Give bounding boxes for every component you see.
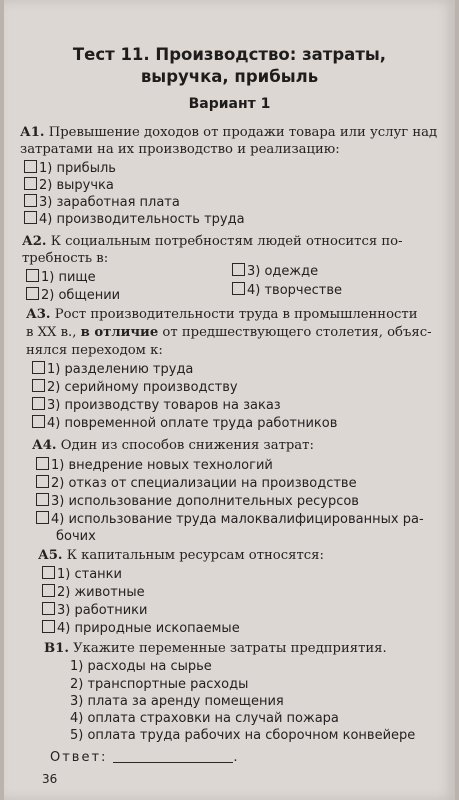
checkbox[interactable]: [32, 397, 45, 410]
answer-label: Ответ:: [50, 750, 108, 765]
a4-option-1[interactable]: [36, 457, 273, 474]
b1-option-1: 1) расходы на сырье: [70, 659, 212, 674]
option-label: 2) животные: [57, 585, 145, 600]
checkbox[interactable]: [26, 269, 39, 282]
a1-option-4[interactable]: [24, 211, 245, 228]
option-label: 2) отказ от специализации на производстве: [51, 476, 357, 491]
question-b1-text-1: Укажите переменные затраты предприятия.: [68, 641, 387, 656]
question-a5-text-1: К капитальным ресурсам относятся:: [62, 548, 324, 563]
option-label: 1) пище: [41, 270, 96, 285]
a1-option-1[interactable]: [24, 160, 116, 177]
answer-blank-line[interactable]: [113, 762, 233, 763]
page-number: 36: [42, 772, 58, 786]
question-a2-text-1: К социальным потребностям людей относится по-: [46, 234, 403, 249]
option-label: 3) производству товаров на заказ: [47, 398, 281, 413]
checkbox[interactable]: [36, 511, 49, 524]
question-a5-line-1: [38, 547, 324, 564]
a5-option-2[interactable]: [42, 584, 145, 601]
option-label: 3) одежде: [247, 264, 319, 279]
a2-option-1[interactable]: [26, 269, 96, 286]
option-label: 1) внедрение новых технологий: [51, 458, 273, 473]
question-a2-number: А2.: [22, 234, 47, 249]
a5-option-1[interactable]: [42, 566, 122, 583]
option-label: 4) творчестве: [247, 283, 342, 298]
option-label: 2) общении: [41, 288, 121, 303]
checkbox[interactable]: [36, 457, 49, 470]
question-a3-line-2: [26, 324, 432, 341]
option-label: 4) производительность труда: [39, 212, 245, 227]
a4-option-2[interactable]: [36, 475, 357, 492]
a3-option-2[interactable]: [32, 379, 238, 396]
question-a2-line-2: требность в:: [22, 251, 109, 266]
a4-option-4-continuation: бочих: [56, 529, 96, 544]
question-a4-number: А4.: [32, 438, 57, 453]
a4-option-3[interactable]: [36, 493, 359, 510]
option-label: 2) серийному производству: [47, 380, 238, 395]
checkbox[interactable]: [24, 160, 37, 173]
b1-option-5: 5) оплата труда рабочих на сборочном конвейере: [70, 728, 416, 743]
question-a3-text-2b: от предшествующего столетия, объяс-: [158, 325, 432, 340]
a2-option-3[interactable]: [232, 263, 318, 280]
a2-option-4[interactable]: [232, 282, 342, 299]
checkbox[interactable]: [232, 263, 245, 276]
test-title-line-1: Тест 11. Производство: затраты,: [72, 45, 387, 64]
option-label: 3) работники: [57, 603, 148, 618]
option-label: 1) разделению труда: [47, 362, 194, 377]
option-label: 4) природные ископаемые: [57, 621, 240, 636]
question-a2-line-1: [22, 233, 403, 250]
answer-end-period: .: [233, 750, 240, 765]
question-b1-line-1: [44, 640, 387, 657]
question-a3-line-1: [26, 306, 418, 323]
checkbox[interactable]: [42, 584, 55, 597]
variant-heading: Вариант 1: [188, 96, 271, 112]
question-a4-line-1: [32, 437, 314, 454]
answer-field[interactable]: [50, 750, 240, 765]
option-label: 4) повременной оплате труда работников: [47, 416, 338, 431]
a3-option-3[interactable]: [32, 397, 281, 414]
checkbox[interactable]: [32, 361, 45, 374]
question-a3-text-1: Рост производительности труда в промышленности: [50, 307, 418, 322]
checkbox[interactable]: [232, 282, 245, 295]
option-label: 2) выручка: [39, 178, 114, 193]
checkbox[interactable]: [36, 493, 49, 506]
question-a3-number: А3.: [26, 307, 51, 322]
option-label: 4) использование труда малоквалифицированных ра-: [51, 512, 424, 527]
a5-option-3[interactable]: [42, 602, 148, 619]
question-a1-number: А1.: [20, 125, 45, 140]
question-a5-number: А5.: [38, 548, 63, 563]
b1-option-2: 2) транспортные расходы: [70, 677, 249, 692]
question-a1-line-2: затратами на их производство и реализацию:: [20, 142, 340, 157]
question-b1-number: В1.: [44, 641, 69, 656]
checkbox[interactable]: [42, 566, 55, 579]
a3-option-4[interactable]: [32, 415, 337, 432]
question-a1-text-1: Превышение доходов от продажи товара или услуг над: [44, 125, 438, 140]
a1-option-3[interactable]: [24, 194, 180, 211]
checkbox[interactable]: [36, 475, 49, 488]
a2-option-2[interactable]: [26, 287, 120, 304]
checkbox[interactable]: [32, 379, 45, 392]
a1-option-2[interactable]: [24, 177, 114, 194]
option-label: 3) использование дополнительных ресурсов: [51, 494, 359, 509]
a3-option-1[interactable]: [32, 361, 193, 378]
checkbox[interactable]: [42, 620, 55, 633]
checkbox[interactable]: [24, 194, 37, 207]
question-a3-line-3: нялся переходом к:: [26, 343, 163, 358]
a4-option-4[interactable]: [36, 511, 424, 528]
question-a4-text-1: Один из способов снижения затрат:: [56, 438, 314, 453]
question-a3-text-2a: в XX в.,: [26, 325, 81, 340]
b1-option-3: 3) плата за аренду помещения: [70, 694, 284, 709]
book-page: [4, 0, 455, 800]
question-a3-emphasis: в отличие: [80, 325, 159, 340]
test-title-line-2: выручка, прибыль: [140, 67, 319, 86]
option-label: 1) станки: [57, 567, 122, 582]
option-label: 3) заработная плата: [39, 195, 180, 210]
checkbox[interactable]: [24, 211, 37, 224]
option-label: 1) прибыль: [39, 161, 116, 176]
question-a1-line-1: [20, 124, 437, 141]
a5-option-4[interactable]: [42, 620, 240, 637]
b1-option-4: 4) оплата страховки на случай пожара: [70, 711, 339, 726]
checkbox[interactable]: [42, 602, 55, 615]
checkbox[interactable]: [32, 415, 45, 428]
checkbox[interactable]: [26, 287, 39, 300]
checkbox[interactable]: [24, 177, 37, 190]
